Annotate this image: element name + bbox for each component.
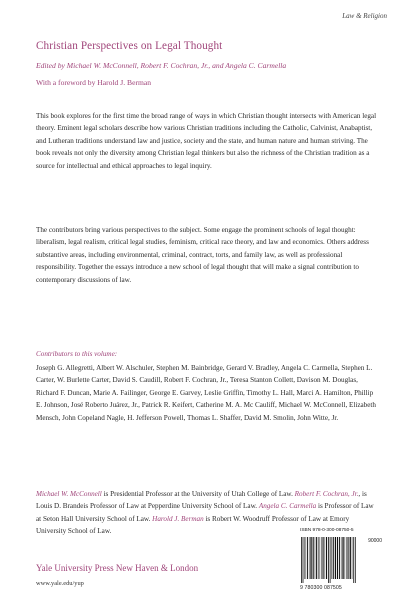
category-label: Law & Religion xyxy=(342,12,387,20)
barcode-bar xyxy=(301,537,302,583)
barcode-bar xyxy=(345,537,346,579)
barcode-bar xyxy=(331,537,332,579)
barcode-bar xyxy=(346,537,347,579)
barcode-bar xyxy=(313,537,314,579)
bio-name: Harold J. Berman xyxy=(152,514,204,523)
barcode-bar xyxy=(304,537,305,579)
bio-text: is Presidential Professor at the University of Utah College of Law. xyxy=(101,490,295,498)
barcode-bar xyxy=(303,537,304,583)
publisher-name: Yale University Press New Haven & London xyxy=(36,563,199,573)
barcode-bar xyxy=(330,537,331,583)
barcode-bar xyxy=(315,537,316,579)
barcode-bar xyxy=(321,537,322,579)
editors-line: Edited by Michael W. McConnell, Robert F. Cochran, Jr., and Angela C. Carmella xyxy=(36,61,287,70)
isbn-barcode xyxy=(300,528,382,590)
bio-name: Angela C. Carmella xyxy=(258,502,317,511)
isbn-label: ISBN 978-0-300-08750-5 xyxy=(300,528,354,533)
barcode-bar xyxy=(341,537,342,579)
barcode-bar xyxy=(352,537,353,579)
barcode-bar xyxy=(316,537,317,579)
barcode-bars xyxy=(300,537,362,583)
barcode-bar xyxy=(326,537,327,579)
barcode-bar xyxy=(307,537,308,579)
bio-text: is Professor of Law at Seton Hall University School of Law. xyxy=(36,502,374,523)
barcode-bar xyxy=(348,537,349,579)
barcode-bar xyxy=(335,537,336,579)
barcode-bar xyxy=(320,537,321,579)
barcode-bar xyxy=(350,537,351,579)
barcode-bar xyxy=(355,537,356,583)
book-title: Christian Perspectives on Legal Thought xyxy=(36,40,223,52)
barcode-bar xyxy=(337,537,338,579)
barcode-bar xyxy=(342,537,343,579)
contributors-heading: Contributors to this volume: xyxy=(36,350,118,358)
price-code: 90000 xyxy=(368,538,382,544)
barcode-bar xyxy=(309,537,310,579)
foreword-line: With a foreword by Harold J. Berman xyxy=(36,78,152,87)
bio-name: Michael W. McConnell xyxy=(36,490,102,498)
barcode-bar xyxy=(310,537,311,579)
barcode-bar xyxy=(323,537,324,579)
barcode-bar xyxy=(339,537,340,579)
contributors-list: Joseph G. Allegretti, Albert W. Alschuler, Stephen M. Bainbridge, Gerard V. Bradley, Angela C. Carmella, Stephen L. Carter, W. Burlette Carter, David S. Caudill, Robert F. Cochran, Jr., Teresa Stanton Collett, Davison M. Douglas, Richard F. Duncan, Marie A. Failinger, George E. Garvey, Leslie Griffin, Timothy L. Hall, Marci A. Hamilton, Phillip E. Johnson, José Roberto Juárez, Jr., Patrick R. Keifert, Catherine M. A. Mc Cauliff, Michael W. McConnell, Elizabeth Mensch, John Copeland Nagle, H. Jefferson Powell, Thomas L. Shaffer, David M. Smolin, John Witte, Jr. xyxy=(36,364,376,422)
bio-text: , is Louis D. Brandeis Professor of Law at Pepperdine University School of Law. xyxy=(36,490,367,511)
bio-name: Robert F. Cochran, Jr. xyxy=(294,490,359,498)
description-paragraph-2: The contributors bring various perspectives to the subject. Some engage the prominent schools of legal thought: liberalism, legal realism, critical legal studies, feminism, critical race theory, and law and economics. Others address substantive areas, including environmental, criminal, contract, torts, and family law, as well as professional responsibility. Together the essays introduce a new school of legal thought that will make a signal contribution to contemporary discussions of law. xyxy=(36,226,369,284)
barcode-number: 9 780300 087505 xyxy=(300,585,342,591)
barcode-bar xyxy=(353,537,354,583)
barcode-bar xyxy=(306,537,307,579)
barcode-bar xyxy=(325,537,326,579)
barcode-bar xyxy=(328,537,329,583)
bio-text: is Robert W. Woodruff Professor of Law at Emory University School of Law. xyxy=(36,514,350,536)
barcode-bar xyxy=(318,537,319,579)
description-paragraph-1: This book explores for the first time the broad range of ways in which Christian thought intersects with American legal theory. Eminent legal scholars describe how various Christian traditions including the Catholic, Calvinist, Anabaptist, and Lutheran traditions understand law and justice, society and the state, and human nature and human striving. The book reveals not only the diversity among Christian legal thinkers but also the richness of the Christian tradition as a source for intellectual and ethical approaches to legal inquiry. xyxy=(36,112,377,170)
publisher-url: www.yale.edu/yup xyxy=(36,580,84,587)
barcode-bar xyxy=(333,537,334,579)
